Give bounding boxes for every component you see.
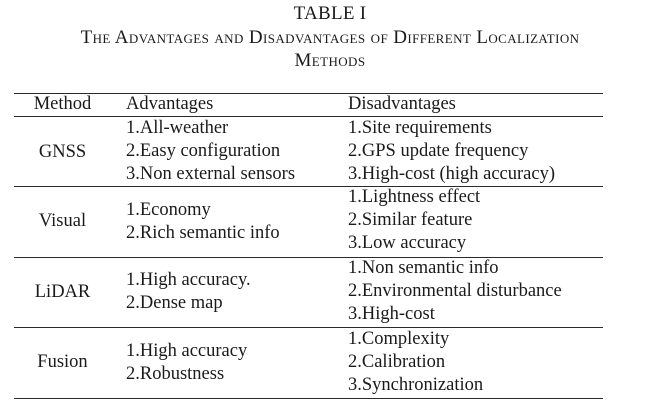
table-bottom-rule bbox=[14, 398, 603, 399]
disadvantage-item: 1.Site requirements bbox=[348, 118, 492, 138]
disadvantage-item: 3.High-cost (high accuracy) bbox=[348, 164, 556, 184]
header-advantages: Advantages bbox=[126, 94, 214, 114]
disadvantages-cell bbox=[348, 257, 562, 326]
disadvantage-item: 2.GPS update frequency bbox=[348, 141, 529, 161]
disadvantage-item: 1.Non semantic info bbox=[348, 258, 499, 278]
header-disadvantages: Disadvantages bbox=[348, 94, 456, 114]
advantage-item: 2.Dense map bbox=[126, 293, 223, 313]
table-caption-title-continued: Methods bbox=[294, 50, 366, 71]
method-cell: LiDAR bbox=[34, 282, 91, 302]
row-divider bbox=[14, 327, 603, 328]
table-caption-title: The Advantages and Disadvantages of Different Localization bbox=[80, 27, 580, 48]
header-method: Method bbox=[33, 94, 92, 114]
disadvantage-item: 2.Calibration bbox=[348, 352, 446, 372]
advantages-cell bbox=[126, 199, 280, 245]
row-divider bbox=[14, 186, 603, 187]
disadvantage-item: 3.Low accuracy bbox=[348, 233, 467, 253]
disadvantages-cell bbox=[348, 328, 483, 397]
advantages-cell bbox=[126, 117, 295, 186]
advantage-item: 2.Rich semantic info bbox=[126, 223, 280, 243]
disadvantages-cell bbox=[348, 186, 480, 255]
advantage-item: 2.Easy configuration bbox=[126, 141, 281, 161]
method-cell: Fusion bbox=[37, 352, 88, 372]
method-cell: GNSS bbox=[38, 142, 87, 162]
advantage-item: 1.All-weather bbox=[126, 118, 229, 138]
advantages-cell bbox=[126, 340, 247, 386]
disadvantage-item: 2.Similar feature bbox=[348, 210, 473, 230]
disadvantage-item: 2.Environmental disturbance bbox=[348, 281, 562, 301]
disadvantages-cell bbox=[348, 117, 555, 186]
advantage-item: 1.High accuracy. bbox=[126, 270, 251, 290]
advantage-item: 1.Economy bbox=[126, 200, 211, 220]
advantages-cell bbox=[126, 269, 251, 315]
advantage-item: 3.Non external sensors bbox=[126, 164, 296, 184]
advantage-item: 2.Robustness bbox=[126, 364, 225, 384]
advantage-item: 1.High accuracy bbox=[126, 341, 248, 361]
disadvantage-item: 1.Complexity bbox=[348, 329, 450, 349]
disadvantage-item: 3.Synchronization bbox=[348, 375, 484, 395]
disadvantage-item: 1.Lightness effect bbox=[348, 187, 481, 207]
table-caption-label: TABLE I bbox=[293, 3, 367, 24]
disadvantage-item: 3.High-cost bbox=[348, 304, 435, 324]
method-cell: Visual bbox=[38, 211, 87, 231]
